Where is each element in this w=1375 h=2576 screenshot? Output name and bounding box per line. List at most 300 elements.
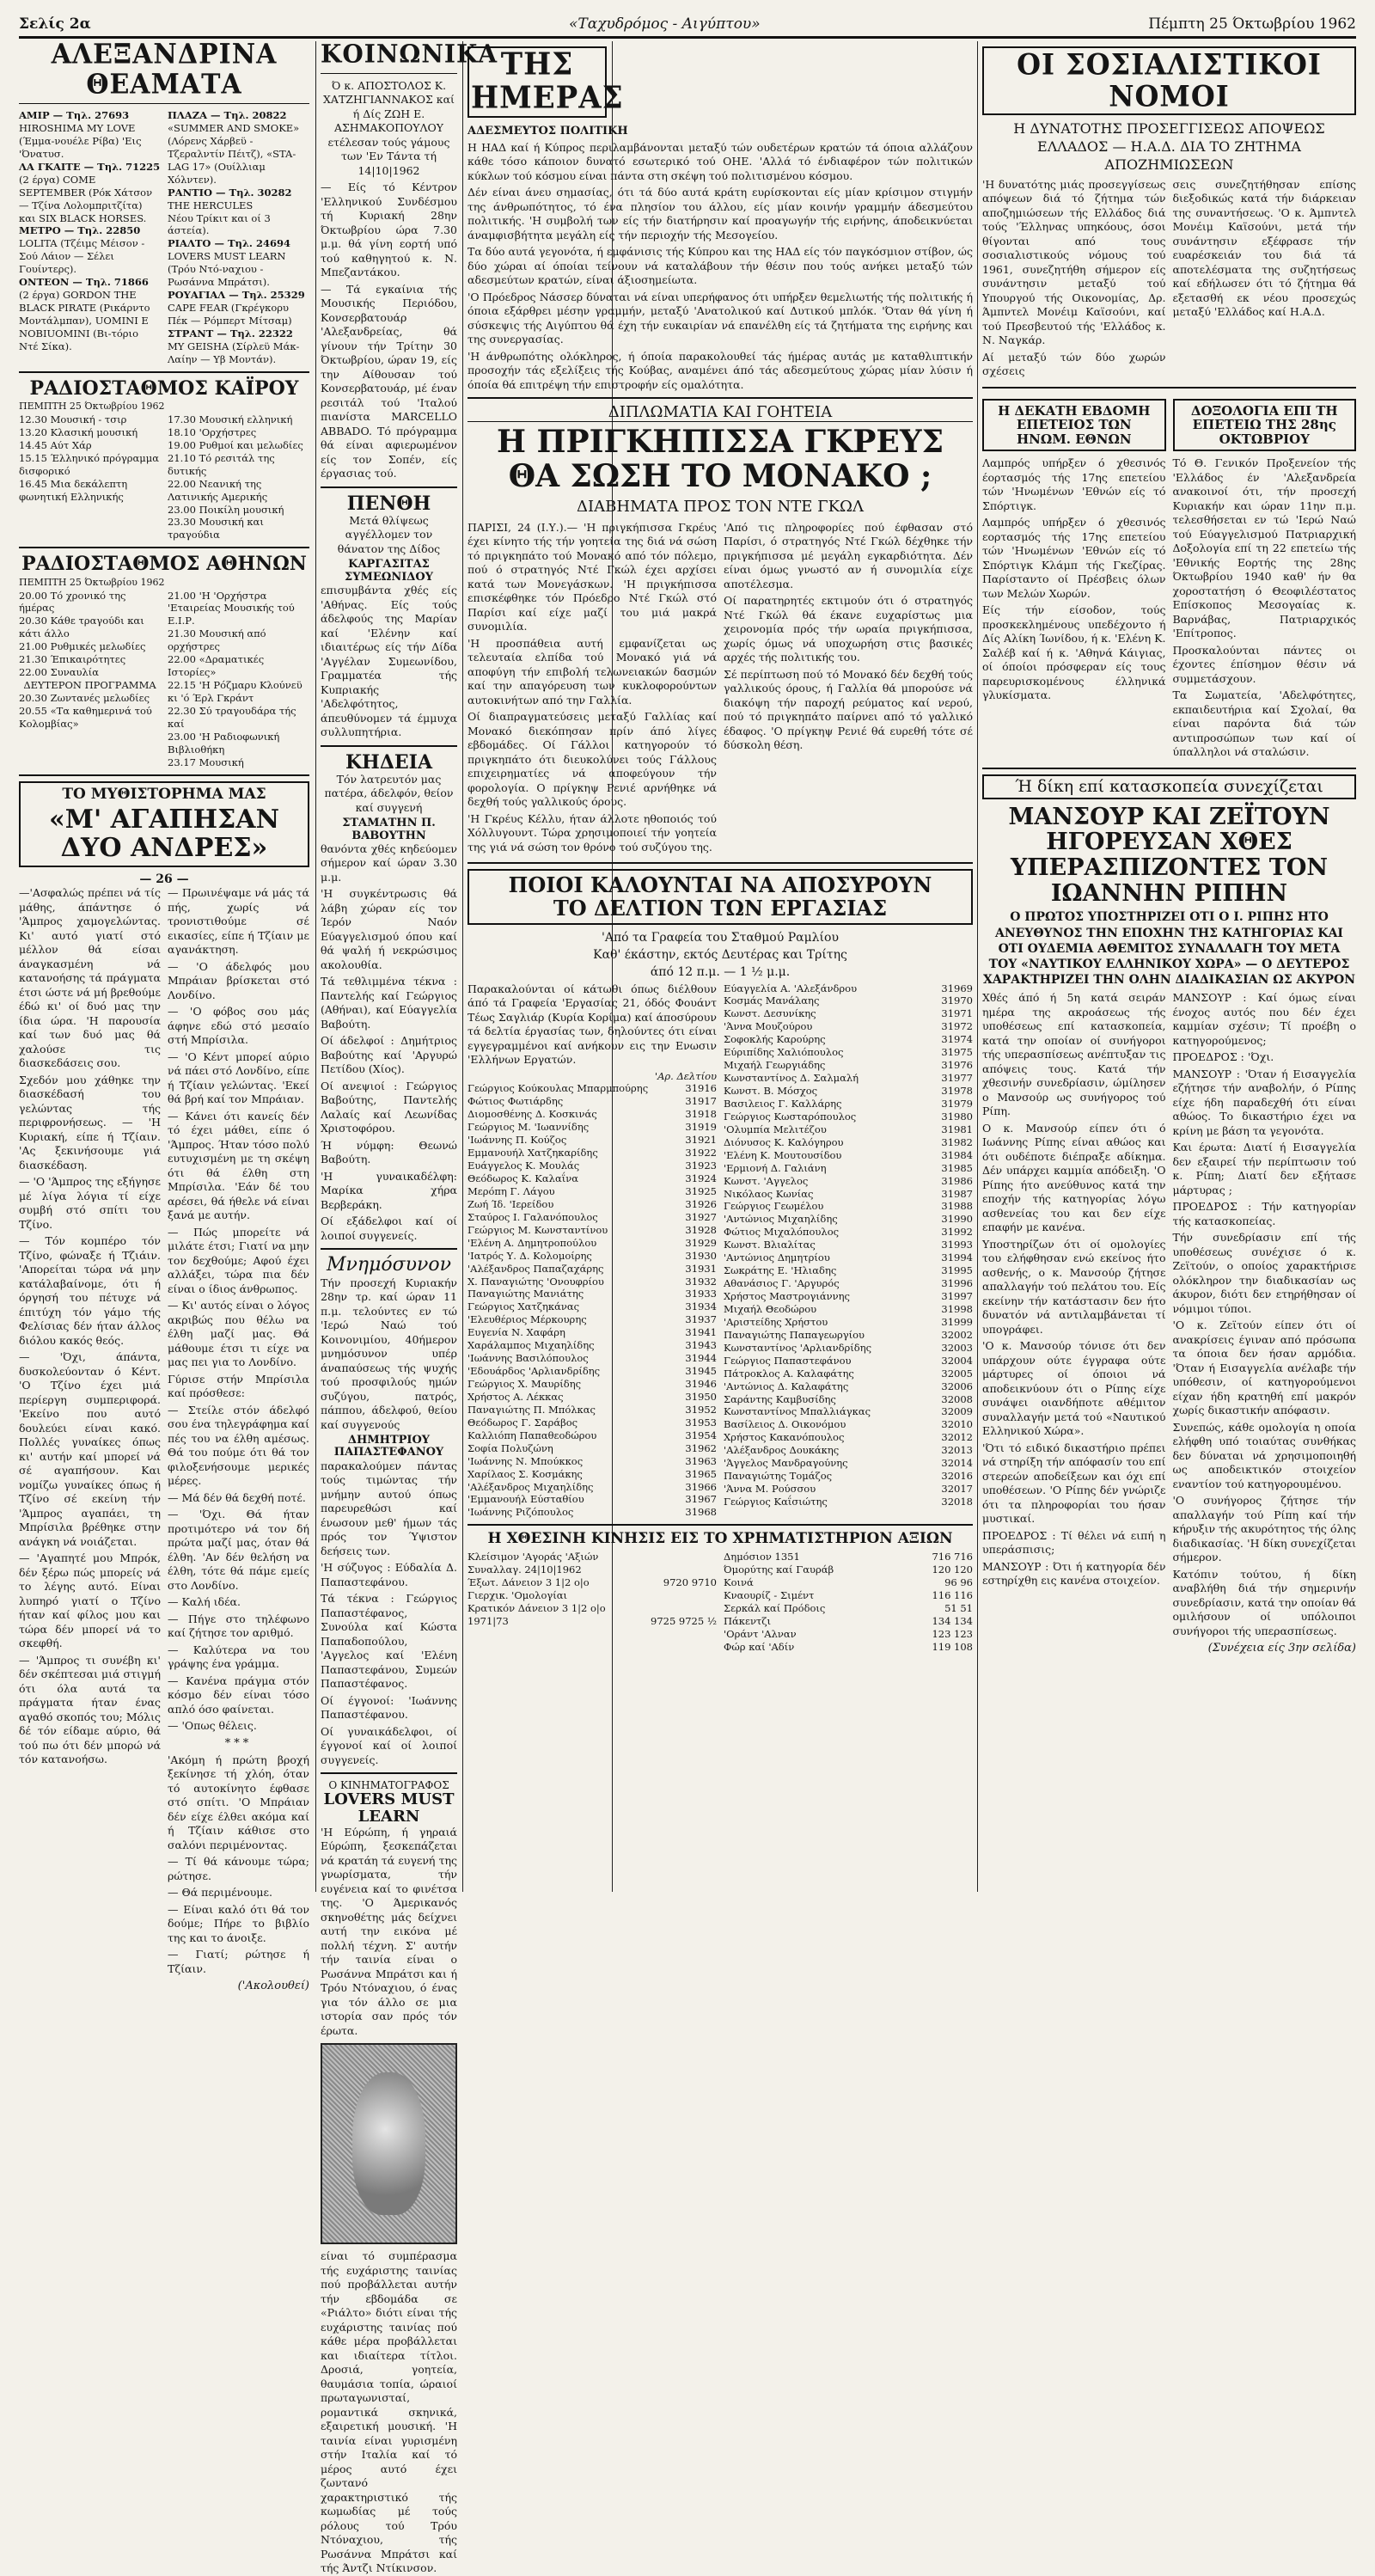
theatre-line: ΡΙΑΛΤΟ — Τηλ. 24694 [168,237,290,250]
row-label: Σοφοκλής Καρούρης [724,1033,826,1046]
row-value: 32016 [941,1470,973,1483]
column-center [468,41,973,1892]
row-value: 31929 [685,1236,717,1249]
anniv-title: Η ΔΕΚΑΤΗ ΕΒΔΟΜΗ ΕΠΕΤΕΙΟΣ ΤΩΝ ΗΝΩΜ. ΕΘΝΩΝ [998,402,1151,447]
politics-paragraph: Τα δύο αυτά γεγονότα, ή εμφάνισις τής Κύπρου και της ΗΑΔ είς τόν παγκόσμιον στίβον, ώς δύο χώραι αί όποίαι τείνουν νά καταλάβουν τήν θέσιν που τούς ανήκει μεταξύ τών αδεσμεύτων κρατών, είναι άξιοσημείωτα. [468,245,973,287]
list-row [724,1329,973,1342]
novel-paragraph: — Πρωινέψαμε νά μάς τά πής, χωρίς νά τρονιστιθούμε σέ εικασίες, είπε ή Τζίαιν με αγανάκτηση. [168,886,309,957]
novel-paragraph: — Θά περιμένουμε. [168,1886,272,1900]
schedule-line: 15.15 Έλληνικό πρόγραμμα δισφορικό [19,451,160,477]
theatre-line: «SUMMER AND SMOKE» (Λόρενς Χάρβεϋ - Τζεραλντίν Πέιτζ), «STA-LAG 17» (Ουίλλιαμ Χόλντεν). [168,121,300,186]
social-title: ΚΟΙΝΩΝΙΚΑ [321,39,498,69]
list-row [724,1628,973,1641]
row-value: 123 123 [932,1627,973,1640]
novel-paragraph: — Πήγε στο τηλέφωνο καί ζήτησε τον αριθμό. [168,1612,309,1640]
theatre-line: ΛΑ ΓΚΑΙΤΕ — Τηλ. 71225 [19,160,161,173]
row-label: Χρήστος Μαστρογιάννης [724,1290,850,1302]
list-row [724,1457,973,1470]
schedule-line: 21.00 Ρυθμικές μελωδίες [19,640,146,653]
row-value: 31968 [685,1506,717,1519]
list-row [724,1393,973,1406]
row-value: 120 120 [932,1563,973,1576]
grace-paragraph: 'Η προσπάθεια αυτή εμφανίζεται ως τελευταία ελπίδα τού Μονακό γιά νά αποφύγη τήν επιβολή τελωνειακών δασμών καί την απαγόρευση των κυκλοφορούντων αυτοκινήτων από την Γαλλία. [468,636,717,707]
novel-title: «Μ' ΑΓΑΠΗΣΑΝ ΔΥΟ ΑΝΔΡΕΣ» [48,805,280,864]
theatre-line: ΡΟΥΑΓΙΑΛ — Τηλ. 25329 [168,289,305,302]
row-label: Ευγενία Ν. Χαφάρη [468,1326,565,1339]
row-label: Εμμανουήλ Χατζηκαρίδης [468,1147,598,1160]
list-row [724,1251,973,1264]
row-value: 31995 [941,1264,973,1277]
row-label: Χρήστος Κακανόπουλος [724,1431,845,1444]
list-row [724,1149,973,1162]
espionage-paragraph: 'Ο κ. Ζεϊτούν είπεν ότι οί ανακρίσεις έγιναν από πρόσωπα τα όποια δεν ήσαν αρμόδια. 'Όταν ή Εισαγγελία ανέλαβε τήν υπόθεσιν, οί κατηγορούμενοι είχαν ήδη κρατηθή επί μακρόν χωρίς δικαστικήν απόφασιν. [1172,1319,1356,1417]
socialist-paragraph: 'Η δυνατότης μιάς προσεγγίσεως απόψεων διά τό ζήτημα τών αποζημιώσεων τής Ελλάδος διά τούς 'Έλληνας υπηκόους, όσοι θίγονται από τους σοσιαλιστικούς νόμους τού 1961, συνεζητήθη σήμερον είς συνάντησιν μεταξύ τού Υπουργού τής Οικονομίας, Δρ. Άμπντελ Μονέιμ Καϊσούνι, καί τού Πρεσβευτού τής 'Ελλάδος κ. Ν. Ναγκάρ. [982,177,1166,347]
radio-athens-title: ΡΑΔΙΟΣΤΑΘΜΟΣ ΑΘΗΝΩΝ [21,553,307,576]
espionage-paragraph: ΜΑΝΣΟΥΡ : 'Όταν ή Εισαγγελία εζήτησε τήν αναβολήν, ό Ρίπης είχε ήδη παραδεχθή ότι είναι αθώος. Το δικαστήριο έχει να κρίνη με βάση τα γεγονότα. [1172,1067,1356,1137]
list-row [468,1160,717,1172]
row-label: 'Ιατρός Υ. Δ. Κολομοίρης [468,1249,592,1262]
theatre-line: ΟΝΤΕΟΝ — Τηλ. 71866 [19,276,149,289]
row-value: 32017 [941,1483,973,1496]
theatre-line: MY GEISHA (Σίρλεϋ Μάκ-Λαίην — Υβ Μοντάν). [168,340,300,365]
stocks-title: Η ΧΘΕΣΙΝΗ ΚΙΝΗΣΙΣ ΕΙΣ ΤΟ ΧΡΗΜΑΤΙΣΤΗΡΙΟΝ ΑΞΙΩΝ [487,1530,953,1548]
theatre-line: Νέου Τρίκιτ και οί 3 άστεία). [168,211,271,237]
row-label: Γεώργιος Χ. Μαυρίδης [468,1378,582,1390]
schedule-line: 20.30 Ζωντανές μελωδίες [19,692,150,704]
list-row [468,1134,717,1147]
list-row [468,1339,717,1352]
funeral-line: θανόντα χθές κηδεύομεν σήμερον καί ώραν 3.30 μ.μ. [321,841,457,884]
list-row [468,1404,717,1416]
row-value: 31916 [685,1082,717,1095]
novel-paragraph: — 'Ο φόβος σου μάς άφηνε εδώ στό μεσαίο στή Μπρίσιλα. [168,1005,309,1047]
row-value: 32008 [941,1392,973,1405]
espionage-paragraph: Συνεπώς, κάθε ομολογία η οποία ελήφθη υπό τοιαύτας συνθήκας δεν δύναται νά χρησιμοποιηθή ως αποδεικτικόν στοιχείον εναντίον τού κατηγορουμένου. [1172,1420,1356,1490]
row-label: 'Αλέξανδρος Παπαζαχάρης [468,1262,604,1275]
row-value: 31981 [941,1123,973,1135]
row-label: 'Αντώνιος Μιχαηλίδης [724,1213,838,1226]
doxology-paragraph: Τα Σωματεία, 'Αδελφότητες, εκπαιδευτήρια καί Σχολαί, θα είναι παρόντα διά τών αντιπροσώπων των καί οί ύπαλληλοι νά σταλώσιν. [1172,688,1356,759]
novel-header [19,781,309,868]
list-row [468,1288,717,1300]
row-value: 31966 [685,1480,717,1493]
schedule-line: 23.00 'Η Ραδιοφωνική Βιβλιοθήκη [168,730,280,756]
row-value: 31917 [685,1095,717,1108]
row-value: 134 134 [932,1614,973,1627]
labour-col-head: 'Αρ. Δελτίου [654,1069,717,1082]
row-value: 31926 [685,1197,717,1210]
row-value: 31937 [685,1313,717,1326]
row-label: Γεώργιος Κωσταρόπουλος [724,1110,857,1123]
theatre-line: CAPE FEAR (Γκρέγκορυ Πέκ — Ρόμπερτ Μίτσαμ) [168,302,292,327]
grace-kicker: ΔΙΠΛΩΜΑΤΙΑ ΚΑΙ ΓΟΗΤΕΙΑ [468,404,973,422]
paper-name: «Ταχυδρόμος - Αιγύπτου» [569,15,761,33]
socialist-title: ΟΙ ΣΟΣΙΑΛΙΣΤΙΚΟΙ ΝΟΜΟΙ [1017,47,1322,113]
row-value: 31965 [685,1467,717,1480]
novel-paragraph: — Πώς μπορείτε νά μιλάτε έτσι; Γιατί να μην τον δεχθούμε; Αφού έχει αλλάξει, τώρα πια δέν είναι ο ίδιος άνθρωπος. [168,1225,309,1295]
row-value: 31918 [685,1108,717,1121]
list-row [724,1431,973,1444]
row-value: 31998 [941,1302,973,1315]
theatre-line: ΜΕΤΡΟ — Τηλ. 22850 [19,224,141,237]
row-value: 31986 [941,1174,973,1187]
schedule-line: 23.17 Μουσική [168,756,244,768]
list-row [724,1059,973,1072]
list-row [724,1444,973,1457]
row-value: 31976 [941,1059,973,1072]
anniv-paragraph: Λαμπρός υπήρξεν ό χθεσινός έορτασμός τής 17ης επετείου τών 'Ηνωμένων 'Εθνών είς τό Σπόρτιγκ. [982,456,1166,512]
novel-paragraph: — Είναι καλό ότι θά τον δούμε; Πήρε το βιβλίο της και το άνοιξε. [168,1902,309,1944]
continued-note: (Συνέχεια είς 3ην σελίδα) [1207,1642,1356,1655]
list-row [724,1277,973,1290]
list-row [468,1121,717,1134]
list-row [468,1263,717,1276]
row-value: 31997 [941,1290,973,1302]
column-rule [462,41,463,1892]
row-value: 31924 [685,1172,717,1184]
row-value: 31980 [941,1110,973,1123]
schedule-line: ΔΕΥΤΕΡΟΝ ΠΡΟΓΡΑΜΜΑ [23,679,156,692]
list-row [724,982,973,995]
row-value: 31928 [685,1223,717,1236]
theatre-line: LOLITA (Τζέιμς Μέισον - Σού Λάιον — Σέλει Γουίντερς). [19,237,145,276]
row-value: 31953 [685,1416,717,1429]
schedule-line: 22.00 «Δραματικές Ιστορίες» [168,653,265,679]
row-value: 31985 [941,1161,973,1174]
row-label: Εύριπίδης Χαλιόπουλος [724,1046,844,1059]
radio-cairo-title: ΡΑΔΙΟΣΤΑΘΜΟΣ ΚΑΪΡΟΥ [29,376,299,400]
row-value: 31982 [941,1135,973,1148]
row-label: Χαράλαμπος Μιχαηλίδης [468,1339,595,1352]
memorial-line: 'Η σύζυγος : Εύδαλία Δ. Παπαστεφάνου. [321,1561,457,1588]
row-label: Κναουρίζ - Σιμέντ [724,1588,815,1601]
list-row [468,1378,717,1391]
novel-paragraph: — Καλύτερα να του γράψης ένα γράμμα. [168,1643,309,1671]
row-label: Χ. Παναγιώτης 'Ονουφρίου [468,1275,604,1288]
novel-paragraph: — 'Ο 'Άμπρος της εξήγησε μέ λίγα λόγια τί είχε συμβή στό σπίτι του Τζίνο. [19,1175,161,1231]
list-row [724,1470,973,1483]
row-value: 31988 [941,1200,973,1213]
list-row [468,1468,717,1481]
list-row [468,1276,717,1288]
row-label: 'Αντώνιος Δ. Καλαφάτης [724,1380,849,1392]
list-row [724,1085,973,1098]
schedule-line: 13.20 Κλασική μουσική [19,425,138,438]
row-label: Σταύρος Ι. Γαλανόπουλος [468,1210,598,1223]
row-value: 31984 [941,1148,973,1161]
row-label: 'Ελένη Κ. Μουτουσίδου [724,1148,842,1161]
row-label: Γεώργιος Μ. Κωνσταντίνου [468,1223,608,1236]
memorial-line: παρακαλούμεν πάντας τούς τιμώντας τήν μνήμην αυτού όπως παρευρεθώσι καί ένωσουν μεθ' ήμων τάς πρός τον Ύψιστον δεήσεις των. [321,1459,457,1557]
row-label: Κωνστ. Βλιαλίτας [724,1239,816,1251]
schedule-line: 21.00 'Η 'Ορχήστρα 'Εταιρείας Μουσικής τού Ε.Ι.Ρ. [168,589,295,627]
list-row [468,1455,717,1468]
novel-number: — 26 — [139,872,189,887]
column-right [982,41,1356,1892]
list-row [724,1355,973,1368]
novel-paragraph: — Γιατί; ρώτησε ή Τζίαιν. [168,1948,309,1975]
row-value: 31972 [941,1020,973,1033]
memorial-title: Μνημόσυνον [326,1254,451,1276]
grace-paragraph: 'Από τις πληροφορίες πού έφθασαν στό Παρίσι, ό στρατηγός Ντέ Γκώλ δέχθηκε τήν πριγκήπισσα μέ μεγάλη εγκαρδιότητα. Δέν είναι όμως γνωστό αν ή συνομιλία είχε αποτέλεσμα. [724,520,973,590]
row-label: Δημόσιον 1351 [724,1551,800,1563]
list-row [724,1303,973,1316]
row-label: Ζωή Ίδ. 'Ιερείδου [468,1197,554,1210]
politics-paragraph: 'Ο Πρόεδρος Νάσσερ δύναται νά είναι υπερήφανος ότι υπήρξεν θεμελιωτής τής πολιτικής ή όποια εξάρθρει μέσην γραμμήν, μεταξύ 'Ανατολικού καί Δυτικού μπλόκ. 'Όταν θά γίνη ή σύσκεψις τής Αιγύπτου θά έχη τήν ευκαιρίαν νά επανέλθη είς τά ζητήματα της ειρήνης και της συνεργασίας. [468,290,973,346]
novel-paragraph: — 'Όχι. Θά ήταν προτιμότερο νά τον δή πρώτα μαζί μας, όταν θά έλθη. 'Αν δέν θελήση να έλθη, τότε θά πάμε εμείς στο Λονδίνο. [168,1508,309,1592]
novel-paragraph: — 'Όχι, άπάντα, δυσκολεύονταν ό Κέντ. 'Ο Τζίνο έχει μιά περίεργη συμπεριφορά. 'Εκείνο που αυτό δουλεύει είναι κακό. Πολλές γυναίκες όπως κι' αυτήν καί μπορεί νά σέ αγαπήσουν. Και νομίζω γυναίκες όπως ή Τζίνο σέ εκείνη τήν 'Άμπρος αγαπάει, τη Μπρίσιλα βρέθηκε στην ανάγκη νά νοιάζεται. [19,1350,161,1548]
espionage-paragraph: 'Ο συνήγορος ζήτησε τήν απαλλαγήν τού Ρίπη καί τήν κήρυξιν τής ακυρότητος τής όλης διαδικασίας. 'Η δίκη συνεχίζεται σήμερον. [1172,1494,1356,1564]
schedule-line: 20.55 «Τα καθημερινά τού Κολομβίας» [19,704,152,730]
row-value: 32014 [941,1457,973,1470]
row-label: Έξωτ. Δάνειον 3 1|2 ο|ο [468,1576,590,1588]
list-row [468,1429,717,1442]
row-value: 31975 [941,1046,973,1059]
grace-title-1: Η ΠΡΙΓΚΗΠΙΣΣΑ ΓΚΡΕΥΣ [496,424,944,461]
grace-sub: ΔΙΑΒΗΜΑΤΑ ΠΡΟΣ ΤΟΝ ΝΤΕ ΓΚΩΛ [577,498,864,517]
schedule-line: 23.00 Ποικίλη μουσική [168,503,284,516]
column-left [19,39,309,1993]
row-label: Κρατικόν Δάνειον 3 1|2 ο|ο [468,1601,606,1614]
espionage-paragraph: ΜΑΝΣΟΥΡ : Καί όμως είναι ένοχος αυτός που δέν έχει καμμίαν σχέσιν; Τί προέβη ο κατηγορούμενος; [1172,991,1356,1047]
list-row [724,1380,973,1393]
row-label: 'Ιωάννης Ν. Μπούκκος [468,1454,584,1467]
list-row [724,1123,973,1136]
stocks-list-right [724,1551,973,1654]
novel-paragraph: — Μά δέν θά δεχθή ποτέ. [168,1490,306,1504]
espionage-paragraph: ΠΡΟΕΔΡΟΣ : 'Όχι. [1172,1050,1274,1064]
list-row [724,1316,973,1329]
list-row [468,1563,717,1576]
theatres-title: ΑΛΕΞΑΝΔΡΙΝΑ ΘΕΑΜΑΤΑ [51,39,278,101]
row-label: Παναγιώτης Π. Μπόλκας [468,1403,596,1416]
grace-paragraph: ΠΑΡΙΣΙ, 24 (Ι.Υ.).— 'Η πριγκήπισσα Γκρέυς έχει κίνητο τής τήν γοητεία της διά νά σώση τό πριγκηπάτο τού Μονακό από τόν πόλεμο, πού ό στρατηγός Ντέ Γκώλ έχει αρχίσει κατά των Μονεγάσκων. 'Η πριγκήπισσα επισκέφθηκε τόν Πρόεδρο Ντέ Γκώλ στό Παρίσι καί είχε μαζί του μιά μακρά συνομιλία. [468,520,717,633]
espionage-paragraph: 'Ότι τό ειδικό δικαστήριο πρέπει νά στηρίξη τήν απόφασίν του επί στερεών αποδείξεων και όχι επί υποθέσεων. 'Ο Ρίπης δέν γνώριζε ότι τα πληροφορίαι του ήσαν μυστικαί. [982,1441,1166,1526]
row-value: 32004 [941,1354,973,1367]
list-row [724,1342,973,1355]
schedule-line: 19.00 Ρυθμοί και μελωδίες [168,438,303,451]
grace-paragraph: Οί παρατηρητές εκτιμούν ότι ό στρατηγός Ντέ Γκώλ θά έκανε ευχαρίστως μια χειρονομία πρός τήν ωραία πριγκήπισσα, χωρίς όμως νά υποχωρήση στις βασικές αρχές τής πολιτικής του. [724,594,973,664]
row-label: Φώρ καί 'Αδίν [724,1640,795,1653]
labour-sub-1: 'Από τα Γραφεία του Σταθμού Ραμλίου [602,930,839,945]
row-value: 31946 [685,1378,717,1390]
row-label: Κωνσταντίνος Δ. Σαλμαλή [724,1072,859,1085]
labour-title-1: ΠΟΙΟΙ ΚΑΛΟΥΝΤΑΙ ΝΑ ΑΠΟΣΥΡΟΥΝ [508,872,932,898]
espionage-paragraph: Υποστηρίζων ότι οί ομολογίες του ελήφθησαν ενώ εκείνος ήτο ασθενής, ο κ. Μανσούρ ζήτησε απαλλαγήν τού πελάτου του. Είς εκείνην τήν κατάστασιν δεν ήτο δυνατόν νά αντιλαμβάνεται τί υπογράφει. [982,1237,1166,1336]
schedule-line: 18.10 'Ορχήστρες [168,425,257,438]
row-label: Γεώργιος Καΐσιώτης [724,1496,828,1508]
row-value: 31994 [941,1251,973,1264]
row-label: Όμορύτης καί Γαυράβ [724,1563,834,1576]
schedule-line: 22.30 Σύ τραγουδάρα τής καί [168,704,296,730]
list-row [468,1589,717,1602]
row-label: 'Ελένη Α. Δημητροπούλου [468,1236,597,1249]
row-value: 31977 [941,1072,973,1085]
list-row [724,1615,973,1628]
espionage-paragraph: ΠΡΟΕΔΡΟΣ : Τήν κατηγορίαν τής κατασκοπείας. [1172,1200,1356,1227]
list-row [724,1602,973,1615]
row-value: 31922 [685,1147,717,1160]
row-value: 31954 [685,1429,717,1441]
list-row [468,1442,717,1455]
list-row [724,1175,973,1188]
espionage-paragraph: ΜΑΝΣΟΥΡ : Ότι ή κατηγορία δέν εστηρίχθη εις κανένα στοιχείον. [982,1559,1166,1588]
film-still-photo [321,2043,457,2244]
row-label: Γεώργιος Παπαστεφάνου [724,1354,852,1367]
novel-paragraph: — 'Ο Κέντ μπορεί αύριο νά πάει στό Λονδίνο, είπε ή Τζίαιν γελώντας. 'Εκεί θά βρή καί τον Μπράιαν. [168,1049,309,1106]
theatre-line: LOVERS MUST LEARN (Τρόυ Ντό-ναχιου - Ρωσάννα Μπράτσι). [168,250,286,289]
funeral-line: 'Η συγκέντρωσις θά λάβη χώραν είς τον Ίερόν Ναόν Εύαγγελισμού όπου καί θά ψαλή ή νεκρώσιμος ακολουθία. [321,887,457,971]
row-label: 'Ολυμπία Μελιτέζου [724,1123,827,1135]
row-label: 'Ιωάννης Ριζόπουλος [468,1506,574,1519]
list-row [724,1576,973,1589]
theatres-listing [19,109,309,366]
novel-paragraph: Σχεδόν μου χάθηκε την διασκέδασή του γελώντας τής περιφρονήσεως. — 'Η Κυριακή, είπε ή Τζίαιν. 'Ας ξεκινήσουμε γιά διασκέδαση. [19,1073,161,1172]
list-row [724,1007,973,1020]
theatre-line: (2 έργα) COME SEPTEMBER (Ρόκ Χάτσον — Τζίνα Λολομπριτζίτα) και SIX BLACK HORSES. [19,173,153,224]
espionage-paragraph: Τήν συνεδρίασιν επί τής υποθέσεως συνέχισε ό κ. Ζεϊτούν, ο οποίος χαρακτήρισε ολόκληρον την διαδικασίαν ως άκυρον, διότι δεν ετηρήθησαν οί νόμιμοι τύποι. [1172,1231,1356,1315]
row-label: Γεώργιος Κούκουλας Μπαρμπούρης [468,1082,649,1095]
row-value: 116 116 [932,1588,973,1601]
row-label: Θεόδωρος Κ. Καλαΐνα [468,1172,578,1184]
row-value: 32012 [941,1431,973,1444]
novel-paragraph: — Κι' αυτός είναι ο λόγος ακριβώς που θέλω να έλθη μαζί μας. Θά μάθουμε έτσι τι είχε να μας πει για το Λονδίνο. [168,1299,309,1369]
row-value: 31952 [685,1403,717,1416]
list-row [468,1602,717,1615]
anniv-paragraph: Είς τήν είσοδον, τούς προσκεκλημένους υπεδέχοντο ή Δίς Αλίκη Ίωνίδου, ή κ. 'Ελένη Κ. Σαλέβ καί ή κ. 'Αθηνά Κάιγιας, οί όποίοι πρόσφεραν είς τους παρευρισκομένους έλληνικά γλυκίσματα. [982,603,1166,702]
schedule-line: 22.00 Νεανική της Λατινικής Αμερικής [168,477,268,503]
theatre-line: ΑΜΙΡ — Τηλ. 27693 [19,109,130,121]
row-value: 31919 [685,1121,717,1134]
doxology-paragraph: Προσκαλούνται πάντες οι έχοντες έπίσημον θέσιν νά συμμετάσχουν. [1172,643,1356,685]
cinema-kicker: Ο ΚΙΝΗΜΑΤΟΓΡΑΦΟΣ [328,1779,449,1792]
row-label: Μερόπη Γ. Λάγου [468,1184,555,1197]
novel-body [19,886,309,1992]
schedule-line: 22.00 Συναυλία [19,666,100,679]
row-label: Μιχαήλ Γεωργιάδης [724,1059,826,1072]
list-row [724,1136,973,1149]
list-row [468,1082,717,1095]
row-label: Γεώργιος Χατζηκάνας [468,1300,580,1313]
funeral-name: ΣΤΑΜΑΤΗΝ Π. ΒΑΒΟΥΤΗΝ [342,817,436,842]
row-value: 31996 [941,1277,973,1290]
row-value: 9720 9710 [663,1576,717,1588]
row-label: 'Εδουάρδος 'Αρλιανδρίδης [468,1365,601,1378]
row-label: Αθανάσιος Γ. 'Αργυρός [724,1277,840,1290]
row-value: 32005 [941,1367,973,1380]
politics-paragraph: Η ΗΑΔ καί ή Κύπρος περιλαμβάνονται μεταξύ τών ουδετέρων κρατών τά όποια αλλάζουν κάθε τόσο κάποιον δυνατό εσωτερικό τού ΟΗΕ. 'Αλλά τό ένδιαφέρον τών πολιτικών κύκλων τού κόσμου είναι πάντα στη σκέψη τού πολιτισμένου κόσμου. [468,140,973,182]
column-rule [977,41,978,1892]
espionage-paragraph: Και έρωτα: Διατί ή Εισαγγελία δεν εξαιρεί τήν περίπτωσιν τού κ. Ρίπη; Διατί δεν εξήτασε μάρτυρας ; [1172,1141,1356,1196]
row-value: 31962 [685,1441,717,1454]
memorial-text: Τήν προσεχή Κυριακήν 28ην τρ. καί ώραν 11 π.μ. τελούντες εν τώ 'Ιερώ Ναώ τού Κοινονιμίου, 40ήμερον μνημόσυνον υπέρ άναπαύσεως τής ψυχής τού προσφιλούς ημών συζύγου, πατρός, πάππου, άδελφού, θείου καί συγγενούς [321,1276,457,1431]
row-label: Συναλλαγ. 24|10|1962 [468,1563,582,1576]
list-row [724,1239,973,1251]
row-label: Φώτιος Φωτιάρδης [468,1095,564,1108]
row-label: Μιχαήλ Θεοδώρου [724,1302,817,1315]
espionage-sub: Ο ΠΡΩΤΟΣ ΥΠΟΣΤΗΡΙΖΕΙ ΟΤΙ Ο Ι. ΡΙΠΗΣ ΗΤΟ ΑΝΕΥΘΥΝΟΣ ΤΗΝ ΕΠΟΧΗΝ ΤΗΣ ΚΑΤΗΓΟΡΙΑΣ ΚΑΙ ΟΤΙ ΟΥΔΕΜΙΑ ΑΘΕΜΙΤΟΣ ΣΥΝΑΛΛΑΓΗ ΤΟΥ ΜΕΤΑ ΤΟΥ «ΝΑΥΤΙΚΟΥ ΕΛΛΗΝΙΚΟΥ ΧΩΡΑ» — Ο ΔΕΥΤΕΡΟΣ ΧΑΡΑΚΤΗΡΙΖΕΙ ΤΗΝ ΟΛΗΝ ΔΙΑΔΙΚΑΣΙΑΝ ΩΣ ΑΚΥΡΟΝ [982,910,1356,988]
row-value: 31933 [685,1288,717,1300]
list-row [724,1072,973,1085]
row-value: 716 716 [932,1551,973,1563]
section-divider: *** [224,1736,253,1750]
schedule-line: 21.30 Μουσική από ορχήστρες [168,627,266,653]
row-label: 'Ιωάννης Π. Κούζος [468,1134,567,1147]
list-row [468,1095,717,1108]
politics-paragraph: Δέν είναι άνευ σημασίας, ότι τά δύο αυτά κράτη ευρίσκονται είς μίαν κρίσιμον στιγμήν της άνθρωπότητος, τό ένα πλησίον του άλλου, είς μίαν κοινήν γραμμήν άδεσμεύτου πολιτικής. 'Η συμβολή των είς τήν διατήρησιν καί προαγωγήν τής ειρήνης, άποδεικνύεται άναμφισβήτητα μεγάλη είς τήν περιοχήν τής Μεσογείου. [468,186,973,242]
row-label: Κοινά [724,1576,754,1588]
row-value: 31963 [685,1454,717,1467]
row-label: Παναγιώτης Τομάζος [724,1470,833,1483]
cinema-paragraph: είναι τό συμπέρασμα τής ευχάριστης ταινίας πού προβάλλεται αυτήν τήν εβδομάδα σε «Ριάλτο» διότι είναι τής ευχάριστης ταινίας πού κάθε μέρα προβάλλεται και ιδιαίτερα τίτλοι. Δροσιά, γοητεία, θαυμάσια τοπία, ώραιοί πρωταγωνισταί, ρομαντικά σκηνικά, εξαιρετική μουσική. 'Η ταινία είναι γυρισμένη στήν Ιταλία καί τό μέρος αυτό έχει ζωντανό χαρακτηριστικό τής κωμωδίας μέ τούς ρόλους τού Τρόυ Ντόναχιου, τής Ρωσάννα Μπράτσι καί τής Άντζι Ντίκινσον. [321,2249,457,2575]
memorial-name: ΔΗΜΗΤΡΙΟΥ ΠΑΠΑΣΤΕΦΑΝΟΥ [333,1434,444,1459]
list-row [468,1172,717,1185]
list-row [468,1506,717,1519]
page-number: Σελίς 2α [19,15,91,33]
list-row [724,1162,973,1175]
row-label: Ευάγγελος Κ. Μουλάς [468,1160,580,1172]
row-value: 31950 [685,1390,717,1403]
row-value: 31974 [941,1033,973,1046]
row-value: 31990 [941,1213,973,1226]
schedule-line: 21.30 Έπικαιρότητες [19,653,126,666]
row-label: Κωνσταντίνος Μπαλλιάγκας [724,1405,871,1418]
list-row [468,1391,717,1404]
theatre-line: ΠΛΑΖΑ — Τηλ. 20822 [168,109,287,121]
theatre-line: THE HERCULES [168,199,254,211]
row-value: 31992 [941,1226,973,1239]
list-row [724,1213,973,1226]
list-row [724,1188,973,1201]
novel-paragraph: — Τί θά κάνουμε τώρα; ρώτησε. [168,1855,309,1882]
social-paragraph: — Τά εγκαίνια τής Μουσικής Περιόδου, Κονσερβατουάρ 'Αλεξανδρείας, θά γίνουν τήν Τρίτην 30 Όκτωβρίου, ώραν 19, είς την Αίθουσαν τού Κονσερβατουάρ, μέ έναν ρεσιτάλ τού 'Ιταλού πιανίστα MARCELLO ABBADO. Τό πρόγραμμα θά είναι αφιερωμένον είς τον Σοπέν, είς έργασιας τού. [321,282,457,480]
row-label: 'Αλέξανδρος Μιχαηλίδης [468,1480,594,1493]
schedule-line: 23.30 Μουσική και τραγούδια [168,516,264,542]
funeral-line: Ή νύμφη: Θεωνώ Βαβούτη. [321,1138,457,1166]
novel-paragraph: — Κανένα πράγμα στόν κόσμο δέν είναι τόσο απλό όσο φαίνεται. [168,1673,309,1716]
row-label: Σερκάλ καί Πρόδοις [724,1601,826,1614]
list-row [468,1147,717,1160]
row-label: 'Άγγελος Μανδραγούνης [724,1457,848,1470]
radio-athens-date: ΠΕΜΠΤΗ 25 Όκτωβρίου 1962 [19,576,165,588]
schedule-line: 16.45 Μια δεκάλεπτη φωνητική Ελληνικής [19,477,128,503]
row-label: 'Εμμανουήλ Εύσταθίου [468,1493,584,1506]
row-label: Χαρίλαος Σ. Κοσμάκης [468,1467,583,1480]
row-label: Κωνστ. Δεσυνίκης [724,1007,816,1020]
row-label: Θεόδωρος Γ. Σαράβος [468,1416,578,1429]
mourning-intro: Μετά θλίψεως αγγέλλομεν τον θάνατον της Δίδος [337,513,441,555]
row-value: 32010 [941,1418,973,1431]
cinema-paragraph: 'Η Εύρώπη, ή γηραιά Εύρώπη, ξεσκεπάζεται νά κρατάη τά ευγενή της γνωρίσματα, τήν ευγένεια καί το φινέτσα της. 'Ο Άμερικανός σκηνοθέτης μάς δείχνει αυτή την εικόνα μέ πολλή τέχνη. Σ' αυτήν τήν ταινία είναι ο Ρωσάννα Μπράτσι και ή Τρόυ Ντόναχιου, ό ένας για τόν άλλο σε μια ιστορία σαν πρός τόν έρωτα. [321,1825,457,2037]
list-row [724,1551,973,1563]
row-label: Διομοσθένης Δ. Κοσκινάς [468,1108,597,1121]
cinema-title: LOVERS MUST LEARN [323,1790,455,1826]
list-row [468,1108,717,1121]
list-row [724,1020,973,1033]
row-label: 'Αντώνιος Δημητρίου [724,1251,830,1264]
row-value: 31943 [685,1339,717,1352]
row-value: 31944 [685,1352,717,1365]
politics-head: ΤΗΣ ΗΜΕΡΑΣ [471,46,624,117]
row-value: 32009 [941,1405,973,1418]
row-label: Κλείσιμον 'Αγοράς 'Αξιών [468,1551,599,1563]
row-value: 32018 [941,1496,973,1508]
funeral-intro: Τόν λατρευτόν μας πατέρα, άδελφόν, θείον καί συγγενή [324,772,454,814]
grace-paragraph: Σέ περίπτωση πού τό Μονακό δέν δεχθή τούς γαλλικούς όρους, ή Γαλλία θά μπορούσε νά διακόψη τήν παροχή ρεύματος καί νερού, πού τό πριγκηπάτο παίρνει από τό γαλλικό έδαφος. 'Ο πρίγκηψ Ρενιέ θά ευρεθή τότε σέ δύσκολη θέση. [724,667,973,752]
list-row [468,1313,717,1326]
radio-cairo-schedule [19,413,309,542]
row-value: 31999 [941,1315,973,1328]
